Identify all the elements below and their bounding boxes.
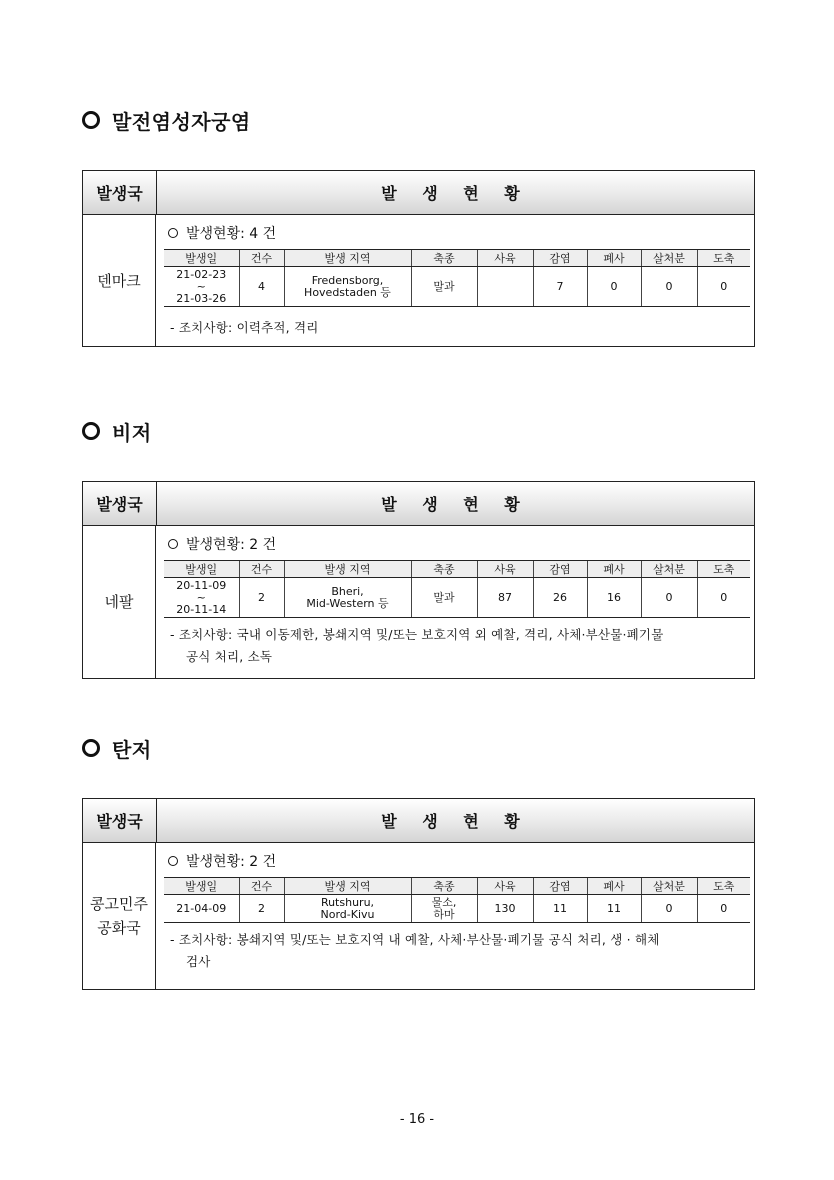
col-region: 발생 지역 [284,561,411,578]
dead-cell: 11 [587,895,641,923]
region-line: Hovedstaden 등 [304,285,391,299]
col-region: 발생 지역 [284,878,411,895]
slaughtered-cell: 0 [697,895,750,923]
col-count: 건수 [239,250,284,267]
region-line: Bheri, [331,584,364,598]
col-culled: 살처분 [641,878,697,895]
date-to: 20-11-14 [176,602,227,616]
col-species: 축종 [411,878,477,895]
measures-line: - 조치사항: 이력추적, 격리 [170,320,319,335]
header-status: 발 생 현 황 [381,495,530,514]
col-dead: 폐사 [587,878,641,895]
species-cell [411,267,477,307]
detail-table [164,877,750,923]
circle-bullet-icon [168,856,178,866]
col-dead: 폐사 [587,561,641,578]
country-name: 덴마크 [97,271,141,290]
col-count: 건수 [239,561,284,578]
col-culled: 살처분 [641,561,697,578]
circle-bullet-icon [168,228,178,238]
date-from: 21-02-23 [176,267,227,281]
section-title-3 [82,733,152,763]
infected-cell: 26 [533,578,587,618]
culled-cell: 0 [641,895,697,923]
outbreak-table-1 [82,170,755,347]
outbreak-table-2 [82,481,755,679]
country-name: 공화국 [97,919,141,937]
table-header [83,799,754,843]
circle-bullet-icon [82,111,100,129]
count-cell: 2 [239,578,284,618]
species-line: 물소, [431,895,457,909]
section-title-text: 탄저 [112,737,152,762]
table-header [83,171,754,215]
status-content [156,215,754,346]
detail-table [164,560,750,618]
raised-cell: 87 [477,578,533,618]
infected-cell: 7 [533,267,587,307]
table-row [164,267,750,307]
measures-line: - 조치사항: 국내 이동제한, 봉쇄지역 및/또는 보호지역 외 예찰, 격리, 사체·부산물·폐기물 [170,627,664,642]
date-from: 21-04-09 [176,901,227,915]
region-cell [284,267,411,307]
country-name: 콩고민주 [90,895,148,913]
measures-text [162,929,750,973]
measures-text [162,317,750,339]
status-content [156,526,754,678]
col-date: 발생일 [164,561,239,578]
slaughtered-cell: 0 [697,267,750,307]
date-from: 20-11-09 [176,578,227,592]
section-title-2 [82,416,152,446]
status-line [162,849,750,873]
measures-line: 검사 [186,954,211,969]
status-text: 발생현황: 2 건 [186,537,277,553]
infected-cell: 11 [533,895,587,923]
header-status: 발 생 현 황 [381,812,530,831]
species-line: 하마 [433,907,455,921]
species-line: 말과 [433,590,455,604]
measures-line: 공식 처리, 소독 [186,649,273,664]
date-cell [164,895,239,923]
col-infected: 감염 [533,250,587,267]
species-cell [411,895,477,923]
region-line: Nord-Kivu [320,907,375,921]
country-cell [83,843,156,989]
measures-text [162,624,750,668]
region-cell [284,578,411,618]
circle-bullet-icon [82,422,100,440]
species-cell [411,578,477,618]
culled-cell: 0 [641,267,697,307]
table-row [164,578,750,618]
date-cell [164,267,239,307]
date-sep: ~ [196,279,206,293]
date-to: 21-03-26 [176,291,227,305]
status-line [162,221,750,245]
table-header [83,482,754,526]
header-country: 발생국 [83,482,157,525]
detail-header-row [164,561,750,578]
col-date: 발생일 [164,250,239,267]
region-line: Rutshuru, [320,895,375,909]
outbreak-table-3 [82,798,755,990]
col-infected: 감염 [533,878,587,895]
section-title-text: 말전염성자궁염 [112,109,251,134]
col-raised: 사육 [477,878,533,895]
page-number: - 16 - [399,1112,435,1127]
col-slaughtered: 도축 [697,878,750,895]
region-cell [284,895,411,923]
dead-cell: 0 [587,267,641,307]
slaughtered-cell: 0 [697,578,750,618]
status-content [156,843,754,989]
col-date: 발생일 [164,878,239,895]
col-slaughtered: 도축 [697,250,750,267]
section-title-text: 비저 [112,420,152,445]
count-cell: 4 [239,267,284,307]
header-country: 발생국 [83,799,157,842]
detail-header-row [164,878,750,895]
region-line: Fredensborg, [311,273,384,287]
col-culled: 살처분 [641,250,697,267]
col-count: 건수 [239,878,284,895]
header-status: 발 생 현 황 [381,184,530,203]
country-cell [83,215,156,346]
table-row [164,895,750,923]
detail-table [164,249,750,307]
header-country: 발생국 [83,171,157,214]
section-title-1 [82,105,251,135]
col-raised: 사육 [477,561,533,578]
region-line: Mid-Western 등 [306,596,389,610]
col-raised: 사육 [477,250,533,267]
raised-cell: 130 [477,895,533,923]
species-line: 말과 [433,279,455,293]
circle-bullet-icon [168,539,178,549]
circle-bullet-icon [82,739,100,757]
country-name: 네팔 [104,593,134,611]
detail-header-row [164,250,750,267]
col-infected: 감염 [533,561,587,578]
date-sep: ~ [196,590,206,604]
col-species: 축종 [411,561,477,578]
country-cell [83,526,156,678]
status-text: 발생현황: 4 건 [186,226,277,242]
status-text: 발생현황: 2 건 [186,854,277,870]
col-species: 축종 [411,250,477,267]
col-region: 발생 지역 [284,250,411,267]
date-cell [164,578,239,618]
culled-cell: 0 [641,578,697,618]
col-slaughtered: 도축 [697,561,750,578]
col-dead: 폐사 [587,250,641,267]
count-cell: 2 [239,895,284,923]
measures-line: - 조치사항: 봉쇄지역 및/또는 보호지역 내 예찰, 사체·부산물·폐기물 공식 처리, 생 · 해체 [170,932,660,947]
dead-cell: 16 [587,578,641,618]
raised-cell [477,267,533,307]
status-line [162,532,750,556]
